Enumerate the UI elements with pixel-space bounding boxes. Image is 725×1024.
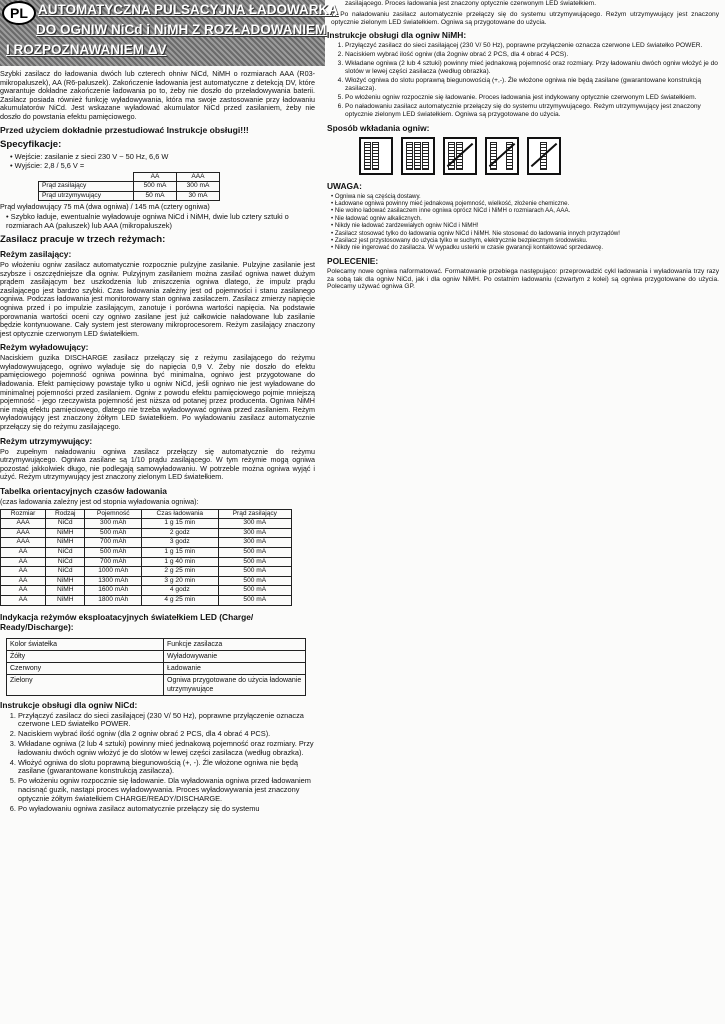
charger-slot-diagram-4 — [485, 137, 519, 175]
table-cell: 500 mA — [218, 547, 291, 557]
discharge-current: Prąd wyładowujący 75 mA (dwa ogniwa) / 145 mA (cztery ogniwa) — [0, 202, 210, 212]
table-cell: AA — [1, 557, 46, 567]
table-cell: 500 mAh — [85, 528, 142, 538]
table-cell: 500 mAh — [85, 547, 142, 557]
table-cell: 1 g 15 min — [142, 519, 219, 529]
warning-text: Przed użyciem dokładnie przestudiować Instrukcje obsługi!!! — [0, 124, 249, 135]
title-line-3: I ROZPOZNAWANIEM ΔV — [6, 42, 167, 57]
table-row: Prąd utrzymywujący 50 mA 30 mA — [39, 191, 220, 201]
table-cell: NiCd — [46, 547, 85, 557]
charger-slot-diagram-2 — [401, 137, 435, 175]
list-item: 6. Po naładowaniu zasilacz automatycznie przełączy się do systemu utrzymywującego. Reżym utrzymywujący jest znaczony optycznie zielonym LED światełkiem. Ogniwa są przygotowane do użycia. — [345, 103, 719, 119]
table-cell: 700 mAh — [85, 557, 142, 567]
table-cell: AAA — [1, 519, 46, 529]
list-item: • Nikdy nie ingerować do zasilacza. W wypadku usterki w czasie gwarancji kontaktować sprzedawcę. — [331, 244, 719, 251]
table-cell: 1 g 15 min — [142, 547, 219, 557]
hold-mode-text: Po zupełnym naładowaniu ogniwa zasilacz przełączy się automatycznie do reżymu utrzymywującego. Ogniwa zasilane są 1/10 prądu zasilającego. W tym reżymie mogą ogniwa pozostać jakkolwiek długo, nie podlegają samowyładowaniu. W potrzeble można ogniwa wyjąć i użyć. Reżym utrzymywujący jest znaczony zielonym LED światełkiem. — [0, 446, 315, 482]
led-table — [6, 638, 306, 696]
table-cell: NiCd — [46, 557, 85, 567]
table-row: Zielony Ogniwa przygotowane do użycia ładowanie utrzymywujące — [7, 674, 306, 695]
spec-list — [10, 152, 315, 170]
discharge-mode-heading: Reżym wyładowujący: — [0, 342, 89, 353]
list-item: 5. Po włożeniu ogniw rozpocznie się ładowanie. Dla wyładowania ogniwa przed ładowaniem nacisnąć guzik, nastąpi proces wyładowywania. Proces wyładowywania jest znaczony optycznie żółtym światełkiem CHARGE/READY/DISCHARGE. — [18, 777, 315, 803]
table-cell: NiCd — [46, 567, 85, 577]
list-item: 3. Wkładane ogniwa (2 lub 4 sztuki) powinny mieć jednakową pojemność oraz rozmiary. Przy ładowaniu dwóch ogniw włożyć je do slotów w lewej części zasilacza (według obrazka). — [18, 740, 315, 758]
table-cell: 500 mA — [218, 595, 291, 605]
list-item: • Ogniwa nie są częścią dostawy. — [331, 193, 719, 200]
battery-insert-diagram — [359, 137, 719, 175]
table-header-row — [1, 509, 292, 519]
charge-mode-text: Po włożeniu ogniw zasilacz automatycznie rozpocznie pulzyjne zasilanie. Pulzyjne zasilanie jest szybsze i oszczędniejsze dla ogniw. Pulzyjnym zasilaniem można zasilać ogniwa nawet dużym prądem zasilającym bez uszkodzenia lub zniszczenia ogniwa dlatego, że impulz prądu zasilającego jest bardzo szybki. Czas ładowania zależny jest od pojemności i stanu zasilanego ogniwa. Podczas ładowania jest monitorowany stan ogniwa zasilaczem. Zasilacz zmierzy napięcie ogniwa przed i po impulzie zasilającym, zanotuje i porówna wartości napięcia. Na podstawie porownania wartości oceni czy ogniwo zasilane jest już całkowicie naładowane lub zasilanie będzie kontynuowane. Cały system jest sterowany mikroprocesorem. Reżym zasilający znaczony jest optycznie czerwonym LED światełkiem. — [0, 259, 315, 338]
table-row — [1, 528, 292, 538]
column-header: Prąd zasilający — [218, 509, 291, 519]
table-cell: AAA — [1, 538, 46, 548]
table-cell: AA — [1, 586, 46, 596]
table-cell: 1600 mAh — [85, 586, 142, 596]
times-subtitle: (czas ładowania zależny jest od stopnia wyładowania ogniwa): — [0, 497, 199, 506]
table-cell: 2 g 25 min — [142, 567, 219, 577]
charging-times-table — [0, 509, 292, 606]
table-cell: 1 g 40 min — [142, 557, 219, 567]
list-item: 6. Po wyładowaniu ogniwa zasilacz automatycznie przełączy się do systemu — [18, 805, 315, 814]
table-cell: 700 mAh — [85, 538, 142, 548]
table-cell: AA — [1, 567, 46, 577]
table-cell: NiMH — [46, 538, 85, 548]
charging-times-body — [1, 519, 292, 605]
continuation-step-7: 7. Po naładowaniu zasilacz automatycznie przełączy się do systemu utrzymywującego. Reżym utrzymywujący jest znaczony optycznie zielonym LED światełkiem. Ogniwa są przygotowane do użycia. — [331, 10, 719, 26]
spec-input: • Wejście: zasilanie z sieci 230 V ~ 50 Hz, 6,6 W — [10, 152, 315, 161]
table-cell: 300 mA — [218, 538, 291, 548]
fast-charge-list — [6, 212, 315, 230]
spec-table-corner — [39, 172, 134, 182]
list-item: • Zasilacz jest przystosowany do użycia tylko w suchym, elektrycznie bezpiecznym środowisku. — [331, 237, 719, 244]
uwaga-heading: UWAGA: — [327, 180, 362, 191]
table-cell: 4 godz — [142, 586, 219, 596]
table-cell: 3 godz — [142, 538, 219, 548]
charger-slot-diagram-5 — [527, 137, 561, 175]
table-cell: 500 mA — [218, 576, 291, 586]
list-item: 1. Przyłączyć zasilacz do sieci zasilającej (230 V/ 50 Hz), poprawne przyłączenie oznacza czerwone LED światełko POWER. — [345, 42, 719, 50]
table-cell: NiMH — [46, 586, 85, 596]
table-cell: 500 mA — [218, 567, 291, 577]
table-cell: AAA — [1, 528, 46, 538]
table-row — [1, 538, 292, 548]
table-cell: NiMH — [46, 595, 85, 605]
list-item: • Nikdy nie ładować zardzewiałych ogniw NiCd i NiMH! — [331, 222, 719, 229]
table-row: Żółty Wyładowywanie — [7, 650, 306, 662]
table-cell: 500 mA — [218, 586, 291, 596]
table-row — [1, 576, 292, 586]
list-item: 4. Włożyć ogniwa do slotu poprawną biegunowością (+, -). Źle włożone ogniwa nie będą zasilane (gwarantowane konstrukcją zasilacza). — [18, 759, 315, 777]
list-item: • Zasilacz stosować tylko do ładowania ogniw NiCd i NiMH. Nie stosować do ładowania innych przyrządów! — [331, 230, 719, 237]
table-row — [1, 567, 292, 577]
discharge-mode-text: Naciskiem guzika DISCHARGE zasilacz przełączy się z reżymu zasilającego do reżymu wyładowywującego, ogniwo wyładuje się do napięcia 0,9 V. Żeby nie doszło do efektu pamięciowego pojemność ogniwa powinna być minimalna, ogniwo jest przygotowane do ładowania. Efekt pamięciowy powstaje tylko u ogniw NiCd, jeśli ogniwo nie jest wyładowane do minimalnej pojemności przed zasilaniem. Ogniw z powodu efektu pamięciowego pojmie mniejszą pojemność - jego rzeczywista pojemność jest niższa od potanej przez producenta. Ogniwa NiMH nie mają efektu pamięciowego, dlatego nie trzeba wyładowywać ogniwa przed zasilaniem. Reżym wyładowujący jest znaczony żółtym LED światełkiem. Po wyładowaniu zasilacz automatycznie przełączy się do reżymu zasilającego. — [0, 353, 315, 432]
spec-header-aaa: AAA — [177, 172, 220, 182]
nimh-steps — [341, 42, 719, 118]
list-item: 1. Przyłączyć zasilacz do sieci zasilającej (230 V/ 50 Hz), poprawne przyłączenie oznacza czerwone LED światełko POWER. — [18, 712, 315, 730]
list-item: 2. Naciskiem wybrać ilość ogniw (dla 2ogniw obrać 2 PCS, dla 4 obrać 4 PCS). — [345, 51, 719, 59]
left-column — [0, 70, 315, 815]
table-cell: 3 g 20 min — [142, 576, 219, 586]
table-cell: 4 g 25 min — [142, 595, 219, 605]
continuation-text: zasilającego. Proces ładowania jest znaczony optycznie czerwonym LED światełkiem. — [345, 0, 597, 7]
table-cell: 2 godz — [142, 528, 219, 538]
title-banner — [0, 0, 338, 66]
table-cell: 300 mA — [218, 519, 291, 529]
title-line-2: DO OGNIW NiCd i NiMH Z ROZŁADOWANIEM — [36, 22, 327, 37]
table-cell: AA — [1, 547, 46, 557]
column-header: Czas ładowania — [142, 509, 219, 519]
table-header-row: Kolor światełka Funkcje zasilacza — [7, 638, 306, 650]
hold-mode-heading: Reżym utrzymywujący: — [0, 435, 93, 446]
list-item: • Nie wolno ładować zasilaczem inne ogniwa oprócz NiCd i NiMH o rozmiarach AA, AAA. — [331, 207, 719, 214]
spec-table — [38, 172, 220, 202]
list-item: 4. Włożyć ogniwa do slotu poprawną biegunowością (+,-). Źle włożone ogniwa nie będą zasilane (gwarantowane konstrukcją zasilacza). — [345, 77, 719, 93]
table-row: Czerwony Ładowanie — [7, 662, 306, 674]
spec-header-aa: AA — [134, 172, 177, 182]
uwaga-list — [331, 193, 719, 252]
column-header: Rodzaj — [46, 509, 85, 519]
nicd-heading: Instrukcje obsługi dla ogniw NiCd: — [0, 699, 138, 710]
times-heading: Tabelka orientacyjnych czasów ładowania — [0, 486, 167, 496]
table-cell: 1000 mAh — [85, 567, 142, 577]
table-row — [1, 586, 292, 596]
table-row — [1, 547, 292, 557]
table-cell: 1800 mAh — [85, 595, 142, 605]
list-item: 3. Wkładane ogniwa (2 lub 4 sztuki) powinny mieć jednakową pojemność oraz rozmiary. Przy ładowaniu dwóch ogniw włożyć je do slotów w lewej części zasilacza (według obrazka). — [345, 60, 719, 76]
modes-heading: Zasilacz pracuje w trzech reżymach: — [0, 233, 166, 245]
right-column — [327, 0, 719, 294]
table-cell: AA — [1, 595, 46, 605]
nicd-steps — [14, 712, 315, 814]
insert-heading: Sposób wkładania ogniw: — [327, 122, 430, 133]
spec-heading: Specyfikacje: — [0, 138, 62, 150]
table-cell: 500 mA — [218, 557, 291, 567]
table-cell: 1300 mAh — [85, 576, 142, 586]
column-header: Rozmiar — [1, 509, 46, 519]
charge-mode-heading: Reżym zasilający: — [0, 248, 72, 259]
polecenie-text: Polecamy nowe ogniwa naformatować. Formatowanie przebiega następująco: przeprowadzić cykl ładowania i wyładowania trzy razy za sobą tak dla ogniw NiCd, jak i dla ogniw NiMH. Po ostatnim ładowaniu (czwartym z kolei) są ogniwa przygotowane do użycia. Polecamy używać ogniwa GP. — [327, 267, 719, 291]
table-cell: 300 mAh — [85, 519, 142, 529]
table-cell: NiMH — [46, 576, 85, 586]
table-row — [1, 557, 292, 567]
spec-output: • Wyjście: 2,8 / 5,6 V = — [10, 161, 315, 170]
led-heading: Indykacja reżymów eksploatacyjnych światełkiem LED (Charge/ Ready/Discharge): — [0, 611, 254, 632]
charger-slot-diagram-3 — [443, 137, 477, 175]
table-row — [1, 519, 292, 529]
table-row — [1, 595, 292, 605]
table-cell: NiCd — [46, 519, 85, 529]
table-row: Prąd zasilający 500 mA 300 mA — [39, 182, 220, 192]
table-cell: NiMH — [46, 528, 85, 538]
column-header: Pojemność — [85, 509, 142, 519]
list-item: • Nie ładować ogniw alkalicznych. — [331, 215, 719, 222]
intro-paragraph: Szybki zasilacz do ładowania dwóch lub czterech ohniw NiCd, NiMH o rozmiarach AAA (R03-mikropaluszek), AA (R6-paluszek). Zakończenie ładowania jest automatyczne z detekcją DV, które gwarantuje dokładne zakończenie ładowania po to, żeby nie doszło do przeładowywania baterii. Zasilacz posiada również funkcję wyładowywania, która ma swoje zastosowanie przy ładowaniu akumulatorów NiCd. Jest wskazane wyładować akumulator NiCd przed zasilaniem, żeby nie doszło do powstania efektu pamięciowego. — [0, 69, 315, 121]
list-item: 5. Po włożeniu ogniw rozpocznie się ładowanie. Proces ładowania jest indykowany optycznie czerwonym LED światełkiem. — [345, 94, 719, 102]
list-item: 2. Naciskiem wybrać ilość ogniw (dla 2 ogniw obrać 2 PCS, dla 4 obrać 4 PCS). — [18, 730, 315, 739]
title-line-1: AUTOMATYCZNA PULSACYJNA ŁADOWARKA — [38, 2, 338, 17]
nimh-heading: Instrukcje obsługi dla ogniw NiMH: — [327, 30, 467, 41]
table-cell: 300 mA — [218, 528, 291, 538]
table-cell: AA — [1, 576, 46, 586]
list-item: • Ładowane ogniwa powinny mieć jednakową pojemność, wielkość, złożenie chemiczne. — [331, 200, 719, 207]
language-badge: PL — [2, 1, 36, 25]
charger-slot-diagram-1 — [359, 137, 393, 175]
polecenie-heading: POLECENIE: — [327, 255, 379, 266]
fast-charge-item: • Szybko ładuje, ewentualnie wyładowuje ogniwa NiCd i NiMH, dwie lub cztery sztuki o rozmiarach AA (paluszek) lub AAA (mikropaluszek) — [6, 212, 315, 230]
